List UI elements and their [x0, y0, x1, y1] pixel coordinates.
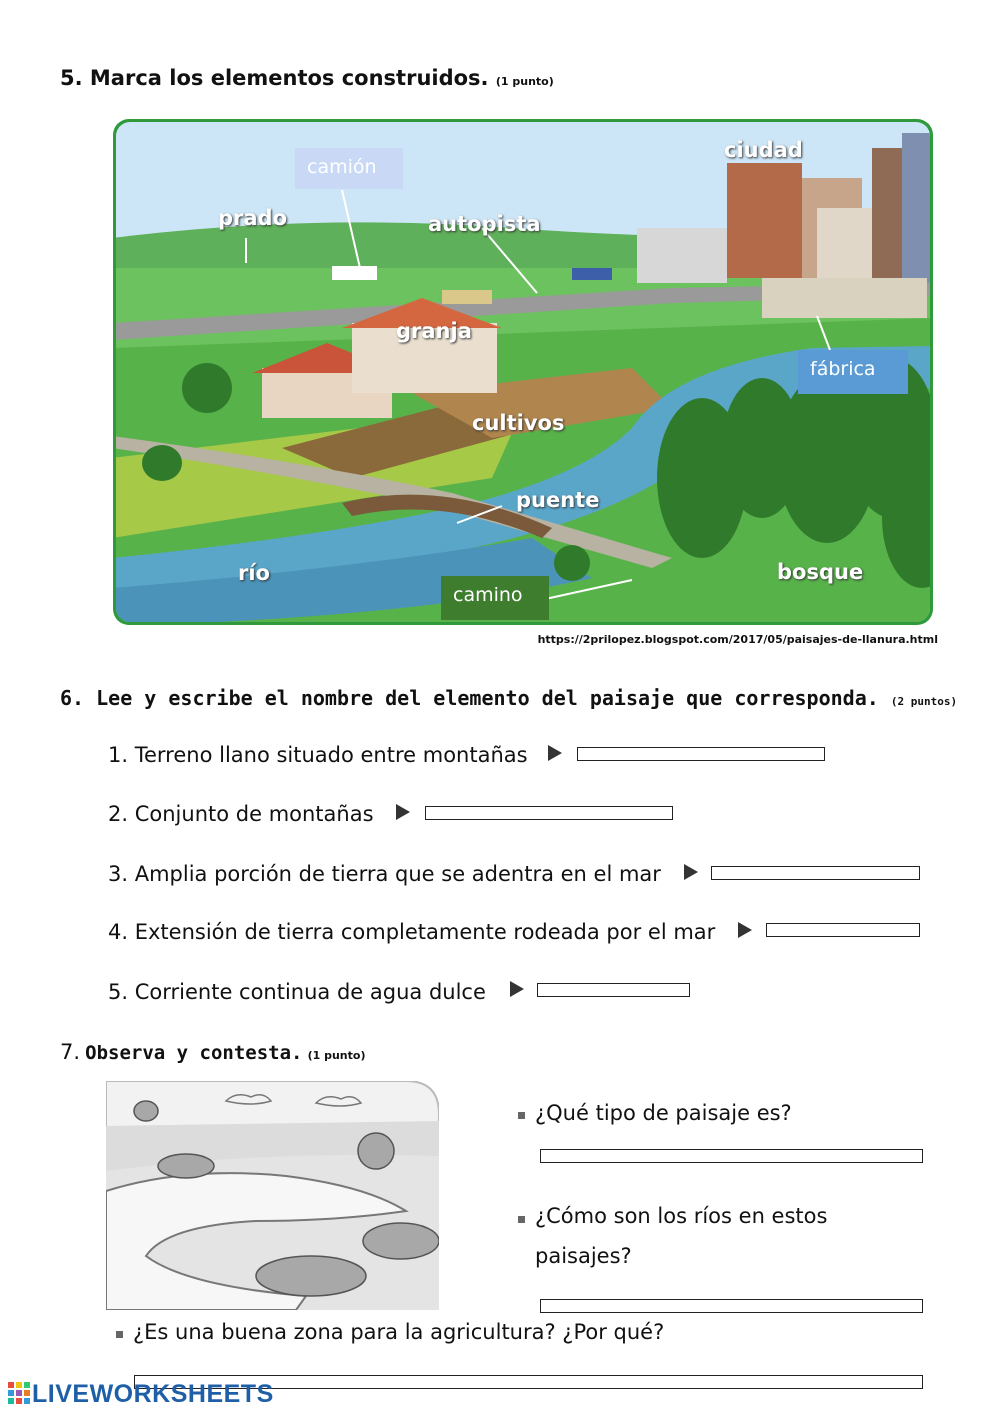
arrow-1-icon [548, 745, 562, 761]
section-7-title: Observa y contesta. [85, 1042, 303, 1064]
plain-river-drawing [106, 1081, 439, 1310]
definition-3 [108, 862, 661, 886]
liveworksheets-brand[interactable]: LIVEWORKSHEETS [32, 1380, 274, 1408]
arrow-5-icon [510, 981, 524, 997]
definition-2 [108, 802, 374, 826]
section-7-number: 7. [60, 1040, 81, 1064]
tag-camino[interactable]: camino [441, 576, 549, 620]
arrow-4-icon [738, 922, 752, 938]
arrow-2-icon [396, 804, 410, 820]
section-6-title: Lee y escribe el nombre del elemento del paisaje que corresponda. [96, 686, 879, 710]
definition-1 [108, 743, 528, 767]
definition-5-text: Corriente continua de agua dulce [134, 980, 486, 1004]
label-bosque: bosque [777, 560, 864, 584]
answer-input-5[interactable] [537, 983, 690, 997]
answer-input-q2[interactable] [540, 1299, 923, 1313]
question-2-line-2: paisajes? [535, 1244, 632, 1268]
definition-1-text: Terreno llano situado entre montañas [134, 743, 528, 767]
definition-2-number: 2. [108, 802, 129, 826]
arrow-3-icon [684, 864, 698, 880]
answer-input-q1[interactable] [540, 1149, 923, 1163]
definition-1-number: 1. [108, 743, 129, 767]
definition-5 [108, 980, 486, 1004]
definition-4 [108, 920, 715, 944]
question-1: ¿Qué tipo de paisaje es? [535, 1101, 792, 1125]
question-3: ¿Es una buena zona para la agricultura? ¿Por qué? [133, 1320, 665, 1344]
section-5-heading [60, 66, 554, 90]
landscape-illustration [112, 118, 934, 626]
answer-input-3[interactable] [711, 866, 920, 880]
label-puente: puente [516, 488, 600, 512]
tag-camion[interactable]: camión [295, 148, 403, 189]
label-granja: granja [396, 319, 472, 343]
tag-fabrica[interactable]: fábrica [798, 350, 908, 394]
question-2-line-1: ¿Cómo son los ríos en estos [535, 1204, 828, 1228]
bullet-2-icon [518, 1216, 525, 1223]
section-7-points: (1 punto) [307, 1049, 366, 1062]
plain-river-illustration [106, 1081, 439, 1310]
section-6-heading [60, 686, 957, 710]
bullet-1-icon [518, 1112, 525, 1119]
label-ciudad: ciudad [724, 138, 803, 162]
section-5-number: 5. [60, 66, 83, 90]
label-cultivos: cultivos [472, 411, 565, 435]
liveworksheets-logo-icon [8, 1382, 30, 1404]
definition-5-number: 5. [108, 980, 129, 1004]
label-rio: río [238, 561, 270, 585]
label-prado: prado [218, 206, 288, 230]
section-6-points: (2 puntos) [890, 695, 958, 708]
definition-3-text: Amplia porción de tierra que se adentra en el mar [134, 862, 661, 886]
answer-input-4[interactable] [766, 923, 920, 937]
section-5-points: (1 punto) [495, 75, 554, 88]
answer-input-2[interactable] [425, 806, 673, 820]
definition-3-number: 3. [108, 862, 129, 886]
label-autopista: autopista [428, 212, 541, 236]
definition-2-text: Conjunto de montañas [134, 802, 374, 826]
bullet-3-icon [116, 1331, 123, 1338]
section-6-number: 6. [60, 686, 85, 710]
section-7-heading [60, 1040, 365, 1064]
section-5-title: Marca los elementos construidos. [89, 66, 489, 90]
definition-4-number: 4. [108, 920, 129, 944]
source-url: https://2prilopez.blogspot.com/2017/05/paisajes-de-llanura.html [537, 633, 938, 646]
definition-4-text: Extensión de tierra completamente rodeada por el mar [134, 920, 716, 944]
answer-input-1[interactable] [577, 747, 825, 761]
